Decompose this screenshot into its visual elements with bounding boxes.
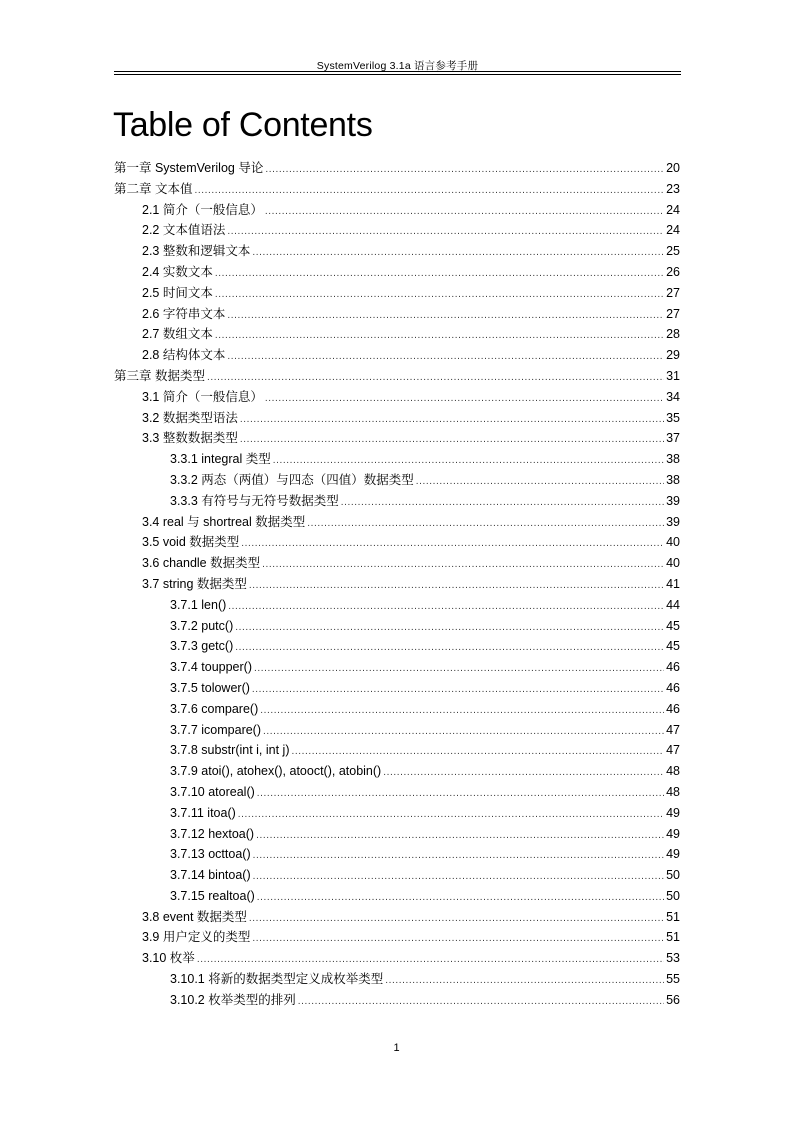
toc-entry[interactable] [114, 782, 680, 803]
toc-entry-label: 3.5 void 数据类型 [142, 535, 240, 550]
dot-leader [235, 636, 664, 659]
toc-entry-page: 25 [666, 244, 680, 259]
toc-entry[interactable] [114, 740, 680, 761]
toc-entry[interactable] [114, 179, 680, 200]
dot-leader [215, 324, 664, 347]
dot-leader [227, 345, 664, 368]
dot-leader [207, 366, 664, 389]
toc-entry-page: 41 [666, 576, 680, 591]
toc-entry-page: 28 [666, 327, 680, 342]
toc-entry-page: 20 [666, 161, 680, 175]
toc-entry-page: 53 [666, 951, 680, 966]
toc-entry-label: 3.7.2 putc() [170, 618, 234, 633]
toc-entry[interactable] [114, 803, 680, 824]
toc-entry-label: 3.7.9 atoi(), atohex(), atooct(), atobin() [170, 764, 382, 779]
dot-leader [265, 200, 664, 223]
toc-entry-label: 2.7 数组文本 [142, 327, 213, 342]
dot-leader [241, 532, 664, 555]
toc-entry-label: 3.2 数据类型语法 [142, 410, 238, 425]
running-header: SystemVerilog 3.1a 语言参考手册 [316, 60, 479, 72]
toc-entry-page: 47 [666, 743, 680, 758]
dot-leader [307, 512, 664, 535]
toc-entry-page: 26 [666, 264, 680, 279]
toc-entry-page: 45 [666, 639, 680, 654]
toc-entry-page: 48 [666, 784, 680, 799]
toc-entry-page: 38 [666, 472, 680, 487]
toc-entry-label: 3.7.14 bintoa() [170, 868, 251, 883]
toc-entry[interactable] [114, 553, 680, 574]
toc-entry-label: 2.1 简介（一般信息） [142, 202, 263, 217]
toc-entry[interactable] [114, 699, 680, 720]
toc-entry-page: 49 [666, 805, 680, 820]
toc-entry-label: 3.7.15 realtoa() [170, 888, 255, 903]
toc-entry-label: 2.2 文本值语法 [142, 223, 226, 238]
toc-entry-label: 3.3 整数数据类型 [142, 431, 238, 446]
dot-leader [252, 927, 664, 950]
toc-entry[interactable] [114, 283, 680, 304]
dot-leader [249, 574, 664, 597]
toc-entry-label: 3.7.11 itoa() [170, 805, 236, 820]
toc-entry[interactable] [114, 678, 680, 699]
toc-entry-label: 3.7.1 len() [170, 597, 227, 612]
toc-entry[interactable] [114, 449, 680, 470]
toc-entry-page: 46 [666, 680, 680, 695]
toc-entry-label: 3.7.6 compare() [170, 701, 259, 716]
toc-entry-page: 27 [666, 285, 680, 300]
dot-leader [257, 886, 664, 909]
toc-entry-page: 56 [666, 992, 680, 1007]
toc-entry[interactable] [114, 304, 680, 325]
toc-entry-label: 2.4 实数文本 [142, 264, 213, 279]
dot-leader [228, 595, 664, 618]
toc-entry-label: 3.7.3 getc() [170, 639, 234, 654]
toc-entry-page: 49 [666, 847, 680, 862]
page-title: Table of Contents [113, 106, 373, 144]
toc-entry[interactable] [114, 262, 680, 283]
toc-entry-label: 3.7.5 tolower() [170, 680, 250, 695]
toc-entry[interactable] [114, 491, 680, 512]
dot-leader [257, 782, 664, 805]
toc-entry-page: 50 [666, 868, 680, 883]
toc-entry[interactable] [114, 428, 680, 449]
toc-entry-label: 3.1 简介（一般信息） [142, 389, 263, 404]
toc-entry[interactable] [114, 345, 680, 366]
toc-entry-page: 38 [666, 452, 680, 467]
dot-leader [252, 678, 664, 701]
toc-entry-page: 34 [666, 389, 680, 404]
dot-leader [256, 824, 664, 847]
toc-entry[interactable] [114, 324, 680, 345]
header-rule-bottom [114, 74, 681, 75]
toc-entry-label: 3.7.12 hextoa() [170, 826, 255, 841]
header-rule-top [114, 71, 681, 72]
toc-entry-page: 40 [666, 535, 680, 550]
toc-entry-label: 2.3 整数和逻辑文本 [142, 244, 251, 259]
toc-entry-label: 3.7.8 substr(int i, int j) [170, 743, 290, 758]
toc-entry-page: 37 [666, 431, 680, 446]
dot-leader [249, 907, 664, 930]
dot-leader [253, 865, 664, 888]
dot-leader [416, 470, 664, 493]
toc-entry-page: 50 [666, 888, 680, 903]
toc-entry-page: 35 [666, 410, 680, 425]
toc-entry-label: 第一章 SystemVerilog 导论 [114, 161, 264, 175]
toc-entry-page: 51 [666, 909, 680, 924]
toc-entry-label: 3.9 用户定义的类型 [142, 930, 251, 945]
toc-entry-label: 3.3.3 有符号与无符号数据类型 [170, 493, 339, 508]
toc-entry[interactable] [114, 220, 680, 241]
toc-entry[interactable] [114, 616, 680, 637]
toc-entry[interactable] [114, 844, 680, 865]
toc-entry[interactable] [114, 969, 680, 990]
dot-leader [238, 803, 664, 826]
toc-entry-page: 39 [666, 514, 680, 529]
toc-entry[interactable] [114, 366, 680, 387]
toc-entry[interactable] [114, 595, 680, 616]
toc-entry[interactable] [114, 574, 680, 595]
toc-entry-page: 24 [666, 223, 680, 238]
toc-entry[interactable] [114, 948, 680, 969]
toc-entry-page: 29 [666, 348, 680, 363]
toc-entry-label: 3.7.4 toupper() [170, 660, 252, 675]
toc-entry[interactable] [114, 990, 680, 1011]
dot-leader [235, 616, 664, 639]
toc-entry-page: 55 [666, 972, 680, 987]
toc-entry[interactable] [114, 824, 680, 845]
toc-entry[interactable] [114, 200, 680, 221]
toc-entry[interactable] [114, 636, 680, 657]
dot-leader [240, 408, 664, 431]
toc-entry-label: 3.7.7 icompare() [170, 722, 262, 737]
toc-entry-page: 46 [666, 660, 680, 675]
toc-entry[interactable] [114, 927, 680, 948]
toc-entry-label: 2.6 字符串文本 [142, 306, 226, 321]
dot-leader [194, 179, 664, 202]
dot-leader [197, 948, 664, 971]
toc-entry-page: 45 [666, 618, 680, 633]
toc-entry-label: 3.6 chandle 数据类型 [142, 556, 261, 571]
dot-leader [263, 720, 664, 743]
toc-entry-label: 第三章 数据类型 [114, 368, 205, 383]
toc-entry-page: 51 [666, 930, 680, 945]
toc-entry-page: 49 [666, 826, 680, 841]
toc-entry[interactable] [114, 470, 680, 491]
toc-entry-label: 3.8 event 数据类型 [142, 909, 247, 924]
toc-entry[interactable] [114, 865, 680, 886]
dot-leader [265, 158, 664, 181]
toc-entry-label: 3.10 枚举 [142, 951, 195, 966]
toc-entry[interactable] [114, 512, 680, 533]
dot-leader [385, 969, 664, 992]
toc-entry[interactable] [114, 761, 680, 782]
dot-leader [215, 262, 664, 285]
toc-entry-label: 2.5 时间文本 [142, 285, 213, 300]
toc-entry[interactable] [114, 241, 680, 262]
toc-entry[interactable] [114, 720, 680, 741]
dot-leader [252, 241, 664, 264]
dot-leader [253, 844, 664, 867]
dot-leader [273, 449, 664, 472]
page-number: 1 [393, 1042, 400, 1054]
toc-entry[interactable] [114, 657, 680, 678]
toc-entry[interactable] [114, 387, 680, 408]
dot-leader [292, 740, 665, 763]
toc-entry-page: 27 [666, 306, 680, 321]
dot-leader [227, 220, 664, 243]
toc-entry-page: 44 [666, 597, 680, 612]
toc-entry-page: 47 [666, 722, 680, 737]
toc-entry-label: 第二章 文本值 [114, 181, 193, 196]
dot-leader [260, 699, 664, 722]
dot-leader [383, 761, 664, 784]
toc-entry-label: 3.7 string 数据类型 [142, 576, 247, 591]
toc-entry-page: 31 [666, 368, 680, 383]
dot-leader [215, 283, 664, 306]
toc-entry-label: 3.4 real 与 shortreal 数据类型 [142, 514, 306, 529]
toc-entry-page: 48 [666, 764, 680, 779]
dot-leader [262, 553, 664, 576]
dot-leader [341, 491, 664, 514]
dot-leader [298, 990, 664, 1013]
toc-entry-label: 3.10.1 将新的数据类型定义成枚举类型 [170, 972, 384, 987]
dot-leader [240, 428, 664, 451]
toc-entry-label: 3.7.13 octtoa() [170, 847, 251, 862]
toc-entry[interactable] [114, 886, 680, 907]
toc-entry[interactable] [114, 532, 680, 553]
toc-entry-page: 39 [666, 493, 680, 508]
toc-entry-page: 46 [666, 701, 680, 716]
toc-entry[interactable] [114, 408, 680, 429]
toc-entry-label: 3.7.10 atoreal() [170, 784, 255, 799]
toc-entry-page: 24 [666, 202, 680, 217]
toc-entry-label: 2.8 结构体文本 [142, 348, 226, 363]
toc-entry-page: 40 [666, 556, 680, 571]
toc-entry[interactable] [114, 158, 680, 179]
toc-entry[interactable] [114, 907, 680, 928]
toc-entry-label: 3.3.1 integral 类型 [170, 452, 271, 467]
toc-entry-page: 23 [666, 181, 680, 196]
dot-leader [265, 387, 664, 410]
toc-entry-label: 3.3.2 两态（两值）与四态（四值）数据类型 [170, 472, 414, 487]
table-of-contents [114, 158, 680, 1011]
dot-leader [227, 304, 664, 327]
dot-leader [254, 657, 664, 680]
toc-entry-label: 3.10.2 枚举类型的排列 [170, 992, 296, 1007]
